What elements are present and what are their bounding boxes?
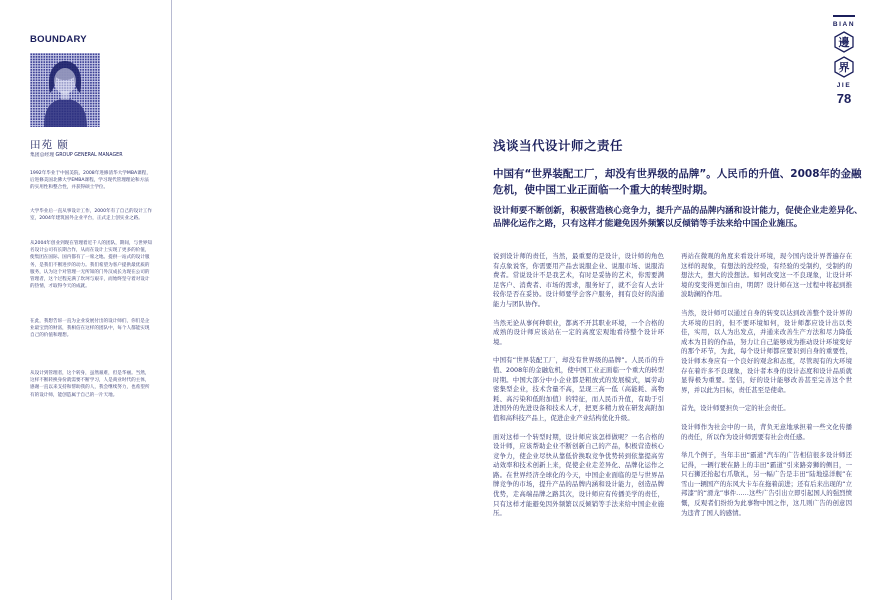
bio-paragraph: 大学毕业后一直从事设计工作，2000年有了自己的设计工作室，2004年建筑国外企业平台，正式走上创实业之路。 [30,209,152,222]
profile-sidebar [0,0,172,600]
badge-glyph: 邊 [838,36,850,49]
bio-paragraph: 从设计到管理者，这个转身，虽然艰难，但是华丽。当然，这样不断转换身份就需要不断学习，人是商业时代的主体，感谢一直以来支持和帮助我的人，我会继续努力，也希望所有的设计师，能创造属于自己的一片天地。 [30,371,150,398]
body-paragraph: 说到设计师的责任，当然，最重要的是设计，设计师的角色有点象说客，你需要用产品去说服企业、说服市场、说服消费者。常说设计不是我艺术，有时是妥协的艺术，你需要满足客户、消费者、市场的需求，服务好了，就不会有人去计较你是否在妥协。设计师要学会客户服务，拥有良好的沟通能力与团队协作。 [493,252,664,308]
article-column-right [681,252,852,527]
intro-lead: 中国有“世界装配工厂，却没有世界级的品牌”。人民币的升值、2008年的金融危机，使中国工业正面临一个重大的转型时期。 [493,168,862,196]
article-title: 浅谈当代设计师之责任 [493,138,624,153]
intro-subhead: 设计师要不断创新，积极营造核心竞争力，提升产品的品牌内涵和设计能力，促使企业走差异化、品牌化运作之路，只有这样才能避免因外频繁以反倾销等手法来给中国企业施压。 [493,206,863,229]
body-paragraph: 当然，设计师可以通过自身的转变以达到改善整个设计界的大环境的目的，但不要环境如何，设计师都应设计出以类佳，实用，以人为出发点，并通来改善生产方法和尽力降低成本为目的的作品，努力让自己能够成为推动设计环境变好的那个环节，为此，每个设计师都应要识到自身的重要性，设计师本身应有一个良好的观念和态度，尽管现有的大环境存在着许多不良现象，设计者本身的设计态度和设计品质就显得极为重要。坚信，好的设计能够改善甚至完善这个世界，并以此为目标，责任甚至是使命。 [681,308,852,394]
person-name: 田苑 颐 [30,139,69,151]
body-paragraph: 面对这样一个转型时期，设计师应该怎样做呢？一名合格的设计师，应该帮助企业不断创新自己的产品，积极营造核心竞争力，使企业尽快从靠低价换取竞争优势转到依靠提高劳动效率和技术创新上来，促使企业走差异化、品牌化运作之路。在世界经济全球化的今天，中国企业面临的是与世界品牌竞争的市场，提升产品的品牌内涵和设计能力，创造品牌优势，走高端品牌之路其次，设计师应有传播美学的责任，只有这样才能避免因外频繁以反倾销等手法来给中国企业施压。 [493,432,664,518]
portrait-photo [30,53,100,127]
badge-word-bottom: JIE [836,82,852,89]
magazine-badge [832,15,856,106]
portrait-silhouette [30,53,100,127]
bio-paragraph: 从2004年创业到现在管理着近千人的团队，期间，与世界知名设计公司有长期合作，从而在设计上实现了更多的价值，使集团在国际、国内都有了一席之地。提供一站式的设计服务，是我们不断进步的动力。我们希望为客户提供最优质的服务，认为这个对管理一无所知的门外汉成长为现在公司的管理者，这个过程充满了坎坷与艰辛，而始终坚守着对设计的热情，才取得今天的成就。 [30,241,152,290]
body-paragraph: 首先，设计师要担负一定的社会责任。 [681,404,790,413]
body-paragraph: 当然无论从事何种职业，都离不开其职业环境，一个合格的成熟的设计师应该站在一定的高度宏观地看待整个设计环境。 [493,318,664,346]
badge-glyph: 界 [838,61,850,74]
badge-word-top: BIAN [832,21,856,28]
badge-rule [833,15,855,17]
person-title: 集团总经理 GROUP GENERAL MANAGER [30,153,123,158]
bio-paragraph: 在此，我想告诉一直为企业发展付出的设计师们，你们是企业最宝贵的财富，我相信在这样的团队中，每个人都能实现自己的价值和理想。 [30,319,150,339]
bio-paragraph: 1992年毕业于中国美院，2008年进修清华大学MBA课程，后进修美国北佛大学EMBA课程，学习现代管理理论和方法的实用性和整合性，并获得硕士学位。 [30,171,151,191]
body-paragraph: 举几个例子，当年丰田“霸道”汽车的广告相信很多设计师还记得，一辆行驶在路上的丰田“霸道”引来路旁狮的侧目，一只石狮还抬起右爪敬礼，另一幅广告是丰田“陆地巡洋舰”在雪山一辆国产的东风大卡车在拖着前进；还有后来出现的“立邦漆”的“滑龙”事件……这些广告引出立即引起国人的强烈愤慨，反观者们纷纷为此事物中国之作，这几则广告的创意因为违背了国人的感情。 [681,451,852,517]
body-paragraph: 中国有“世界装配工厂，却没有世界级的品牌”。人民币的升值、2008年的金融危机，使中国工业正面临一个重大的转型时期。中国大部分中小企业都是粗放式的发展模式，属劳动密集型企业，技术含量不高，呈现三高一低（高能耗、高物耗、高污染和低附加值）的特征，而人民币升值，有助于引进国外的先进设备和技术人才，把更多精力放在研发高附加值和高科技产品上，促进企业产业结构优化升级。 [493,356,664,422]
section-label: BOUNDARY [30,34,87,45]
body-paragraph: 再站在微观的角度来看设计环境，现今国内设计界普遍存在这样的现象，有想法的没经验，有经验的受制约，受制约的想法大，想大的没想法。如何改变这一不良现象，让设计环境的变变得更加自由，明朗？设计师在这一过程中将起到推波助澜的作用。 [681,252,852,299]
body-paragraph: 设计师作为社会中的一员，背负无意地承担着一些文化传播的责任，所以作为设计师需要有社会责任感。 [681,422,852,441]
page-number: 78 [836,91,852,106]
article-column-left [493,252,664,528]
badge-seal [833,56,855,78]
badge-seal [833,31,855,53]
